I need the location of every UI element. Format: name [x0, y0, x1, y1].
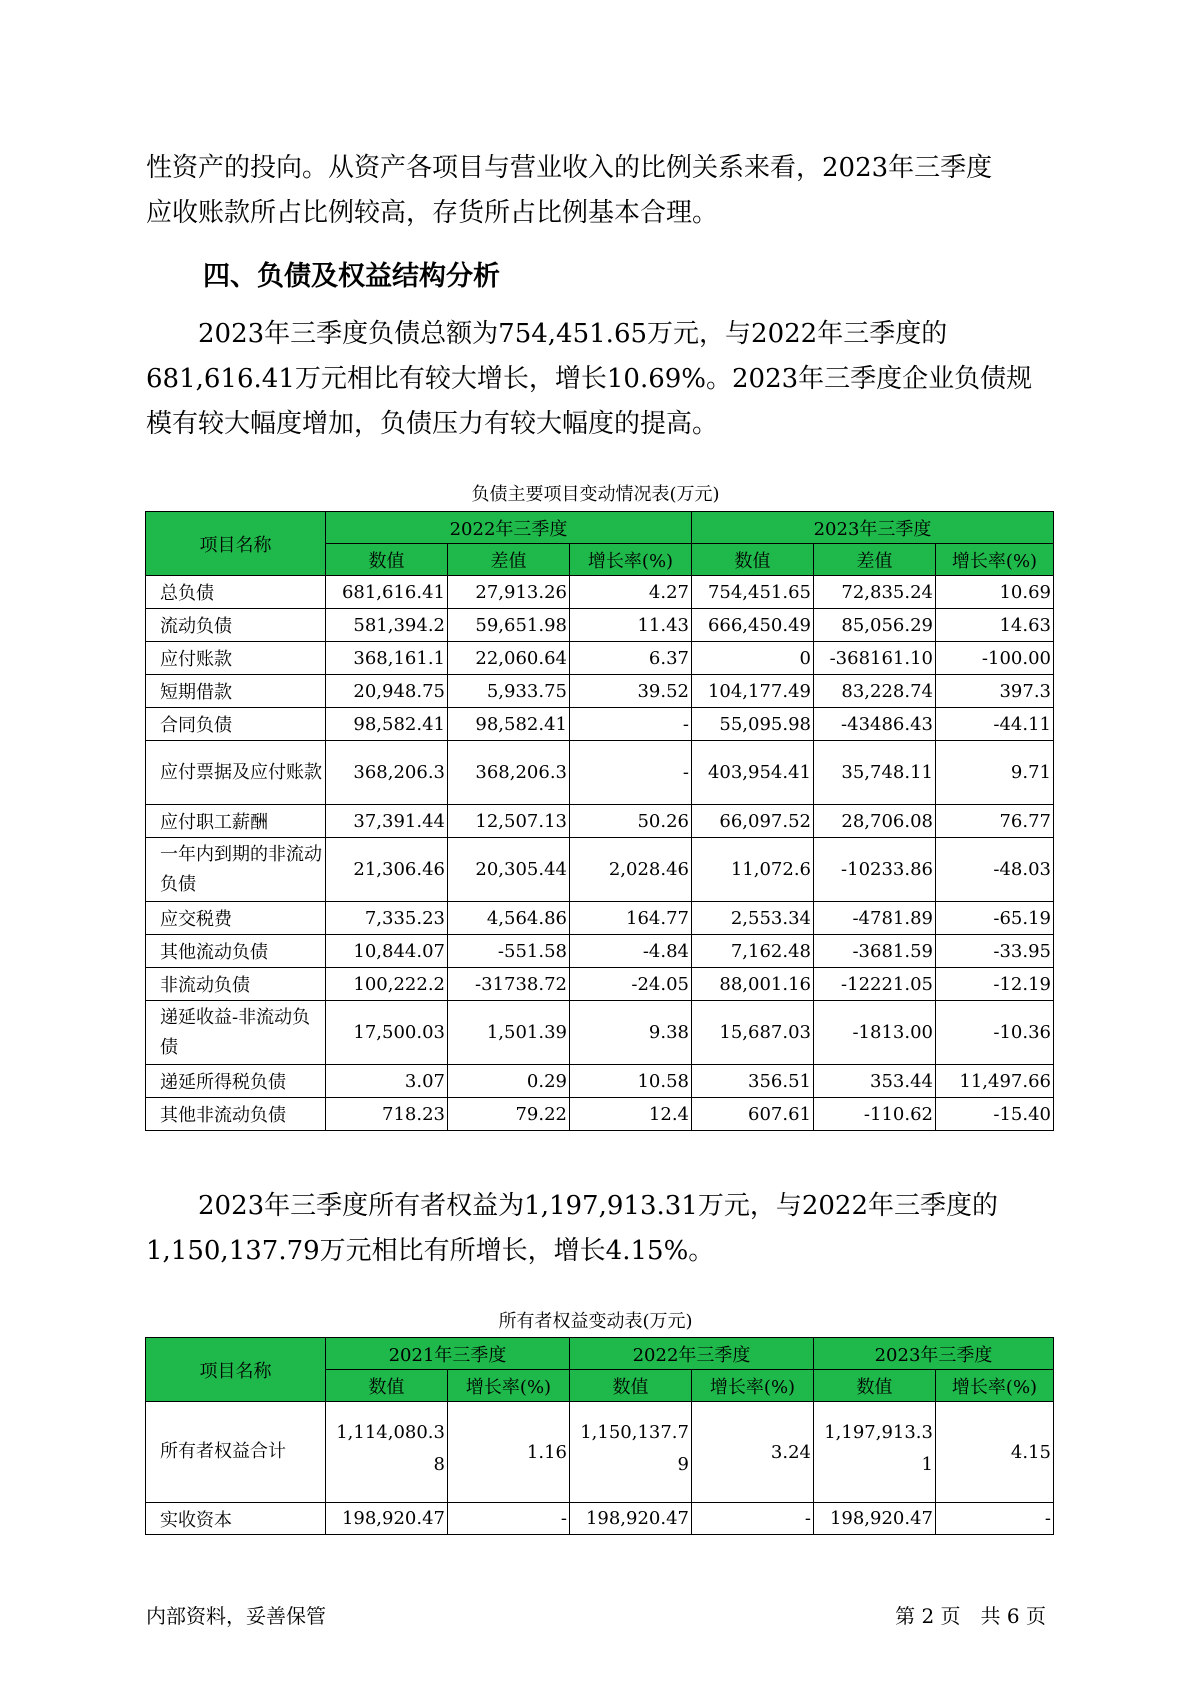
row-label: 应付票据及应付账款 — [146, 741, 326, 805]
row-label: 应付账款 — [146, 642, 326, 675]
cell-value: 104,177.49 — [692, 675, 814, 708]
cell-value: 353.44 — [814, 1065, 936, 1098]
cell-value: 10.69 — [936, 576, 1054, 609]
cell-value: 28,706.08 — [814, 805, 936, 838]
cell-value: -10233.86 — [814, 838, 936, 902]
table1-sub-diff-2023: 差值 — [814, 544, 936, 576]
row-label: 非流动负债 — [146, 968, 326, 1001]
cell-value: 4.15 — [936, 1402, 1054, 1503]
footer-confidential: 内部资料，妥善保管 — [146, 1604, 326, 1628]
cell-value: 1.16 — [448, 1402, 570, 1503]
table-row — [146, 805, 1054, 838]
row-label: 其他非流动负债 — [146, 1098, 326, 1131]
cell-value: -4.84 — [570, 935, 692, 968]
cell-value: 368,206.3 — [448, 741, 570, 805]
table1-header-row — [146, 512, 1054, 544]
cell-value: -1813.00 — [814, 1001, 936, 1065]
equity-paragraph — [146, 1184, 1046, 1274]
row-label: 应付职工薪酬 — [146, 805, 326, 838]
cell-value: 1,197,913.31 — [814, 1402, 936, 1503]
table-row — [146, 1065, 1054, 1098]
row-label: 递延所得税负债 — [146, 1065, 326, 1098]
equity-line-2: 1,150,137.79万元相比有所增长，增长4.15%。 — [146, 1236, 715, 1266]
cell-value: 356.51 — [692, 1065, 814, 1098]
cell-value: -3681.59 — [814, 935, 936, 968]
cell-value: 1,150,137.79 — [570, 1402, 692, 1503]
table1-sub-rate-2022: 增长率(%) — [570, 544, 692, 576]
cell-value: -44.11 — [936, 708, 1054, 741]
cell-value: 2,028.46 — [570, 838, 692, 902]
cell-value: 55,095.98 — [692, 708, 814, 741]
liability-line-2: 681,616.41万元相比有较大增长，增长10.69%。2023年三季度企业负债规 — [146, 364, 1033, 394]
cell-value: 12,507.13 — [448, 805, 570, 838]
table1-col-item: 项目名称 — [146, 512, 326, 576]
cell-value: - — [570, 741, 692, 805]
table2-sub-rate-2023: 增长率(%) — [936, 1370, 1054, 1402]
cell-value: 10,844.07 — [326, 935, 448, 968]
cell-value: 50.26 — [570, 805, 692, 838]
cell-value: 397.3 — [936, 675, 1054, 708]
cell-value: -15.40 — [936, 1098, 1054, 1131]
cell-value: 98,582.41 — [326, 708, 448, 741]
liability-paragraph — [146, 312, 1046, 447]
cell-value: -33.95 — [936, 935, 1054, 968]
cell-value: 6.37 — [570, 642, 692, 675]
table1-sub-rate-2023: 增长率(%) — [936, 544, 1054, 576]
cell-value: 607.61 — [692, 1098, 814, 1131]
cell-value: 0.29 — [448, 1065, 570, 1098]
row-label: 实收资本 — [146, 1503, 326, 1535]
cell-value: -110.62 — [814, 1098, 936, 1131]
table1-sub-value-2022: 数值 — [326, 544, 448, 576]
table1-sub-diff-2022: 差值 — [448, 544, 570, 576]
cell-value: 37,391.44 — [326, 805, 448, 838]
cell-value: 666,450.49 — [692, 609, 814, 642]
table1-sub-value-2023: 数值 — [692, 544, 814, 576]
cell-value: 76.77 — [936, 805, 1054, 838]
row-label: 其他流动负债 — [146, 935, 326, 968]
cell-value: 22,060.64 — [448, 642, 570, 675]
table-row — [146, 1001, 1054, 1065]
intro-line-1: 性资产的投向。从资产各项目与营业收入的比例关系来看，2023年三季度 — [146, 153, 993, 183]
table2-col-item: 项目名称 — [146, 1338, 326, 1402]
intro-paragraph — [146, 146, 1046, 236]
cell-value: 718.23 — [326, 1098, 448, 1131]
cell-value: 35,748.11 — [814, 741, 936, 805]
cell-value: 7,335.23 — [326, 902, 448, 935]
table-row — [146, 741, 1054, 805]
cell-value: 88,001.16 — [692, 968, 814, 1001]
table2-group-2021: 2021年三季度 — [326, 1338, 570, 1370]
cell-value: 3.07 — [326, 1065, 448, 1098]
intro-line-2: 应收账款所占比例较高，存货所占比例基本合理。 — [146, 198, 719, 228]
cell-value: 20,305.44 — [448, 838, 570, 902]
cell-value: -43486.43 — [814, 708, 936, 741]
cell-value: 11.43 — [570, 609, 692, 642]
cell-value: 198,920.47 — [814, 1503, 936, 1535]
equity-table — [145, 1337, 1054, 1535]
footer-page-number: 第 2 页 共 6 页 — [895, 1604, 1046, 1628]
table-row — [146, 708, 1054, 741]
cell-value: 21,306.46 — [326, 838, 448, 902]
table2-sub-rate-2021: 增长率(%) — [448, 1370, 570, 1402]
table2-sub-value-2021: 数值 — [326, 1370, 448, 1402]
table2-group-2023: 2023年三季度 — [814, 1338, 1054, 1370]
cell-value: 85,056.29 — [814, 609, 936, 642]
cell-value: 17,500.03 — [326, 1001, 448, 1065]
row-label: 一年内到期的非流动负债 — [146, 838, 326, 902]
cell-value: 3.24 — [692, 1402, 814, 1503]
row-label: 总负债 — [146, 576, 326, 609]
liability-line-3: 模有较大幅度增加，负债压力有较大幅度的提高。 — [146, 409, 719, 439]
cell-value: -551.58 — [448, 935, 570, 968]
table2-caption: 所有者权益变动表(万元) — [498, 1311, 693, 1332]
cell-value: 368,206.3 — [326, 741, 448, 805]
cell-value: 0 — [692, 642, 814, 675]
cell-value: 1,501.39 — [448, 1001, 570, 1065]
cell-value: 14.63 — [936, 609, 1054, 642]
cell-value: 66,097.52 — [692, 805, 814, 838]
row-label: 递延收益-非流动负债 — [146, 1001, 326, 1065]
cell-value: -31738.72 — [448, 968, 570, 1001]
table2-sub-value-2022: 数值 — [570, 1370, 692, 1402]
cell-value: -65.19 — [936, 902, 1054, 935]
cell-value: 9.71 — [936, 741, 1054, 805]
cell-value: -12.19 — [936, 968, 1054, 1001]
cell-value: 79.22 — [448, 1098, 570, 1131]
cell-value: 83,228.74 — [814, 675, 936, 708]
cell-value: 368,161.1 — [326, 642, 448, 675]
cell-value: 15,687.03 — [692, 1001, 814, 1065]
cell-value: 59,651.98 — [448, 609, 570, 642]
cell-value: 1,114,080.38 — [326, 1402, 448, 1503]
cell-value: 10.58 — [570, 1065, 692, 1098]
cell-value: 72,835.24 — [814, 576, 936, 609]
section-heading: 四、负债及权益结构分析 — [203, 261, 500, 292]
cell-value: -4781.89 — [814, 902, 936, 935]
cell-value: -12221.05 — [814, 968, 936, 1001]
liability-line-1: 2023年三季度负债总额为754,451.65万元，与2022年三季度的 — [146, 319, 948, 349]
cell-value: 581,394.2 — [326, 609, 448, 642]
table-row — [146, 935, 1054, 968]
cell-value: -10.36 — [936, 1001, 1054, 1065]
cell-value: 20,948.75 — [326, 675, 448, 708]
table2-header-row — [146, 1338, 1054, 1370]
cell-value: 9.38 — [570, 1001, 692, 1065]
table-row — [146, 675, 1054, 708]
equity-line-1: 2023年三季度所有者权益为1,197,913.31万元，与2022年三季度的 — [146, 1191, 999, 1221]
cell-value: 39.52 — [570, 675, 692, 708]
cell-value: - — [692, 1503, 814, 1535]
table-row — [146, 1098, 1054, 1131]
cell-value: 754,451.65 — [692, 576, 814, 609]
row-label: 所有者权益合计 — [146, 1402, 326, 1503]
cell-value: 681,616.41 — [326, 576, 448, 609]
cell-value: 164.77 — [570, 902, 692, 935]
cell-value: 5,933.75 — [448, 675, 570, 708]
table-row — [146, 642, 1054, 675]
table2-sub-rate-2022: 增长率(%) — [692, 1370, 814, 1402]
cell-value: 27,913.26 — [448, 576, 570, 609]
table1-group-2022: 2022年三季度 — [326, 512, 692, 544]
cell-value: -100.00 — [936, 642, 1054, 675]
cell-value: - — [936, 1503, 1054, 1535]
row-label: 应交税费 — [146, 902, 326, 935]
table-row — [146, 576, 1054, 609]
cell-value: 4,564.86 — [448, 902, 570, 935]
table2-sub-value-2023: 数值 — [814, 1370, 936, 1402]
table-row — [146, 902, 1054, 935]
cell-value: -48.03 — [936, 838, 1054, 902]
table-row — [146, 838, 1054, 902]
cell-value: 198,920.47 — [570, 1503, 692, 1535]
cell-value: 2,553.34 — [692, 902, 814, 935]
liability-table — [145, 511, 1054, 1131]
table-row — [146, 968, 1054, 1001]
cell-value: 403,954.41 — [692, 741, 814, 805]
cell-value: -24.05 — [570, 968, 692, 1001]
cell-value: - — [570, 708, 692, 741]
cell-value: - — [448, 1503, 570, 1535]
row-label: 流动负债 — [146, 609, 326, 642]
table1-group-2023: 2023年三季度 — [692, 512, 1054, 544]
row-label: 短期借款 — [146, 675, 326, 708]
cell-value: 198,920.47 — [326, 1503, 448, 1535]
table-row — [146, 1402, 1054, 1503]
cell-value: 11,497.66 — [936, 1065, 1054, 1098]
table-row — [146, 609, 1054, 642]
cell-value: 4.27 — [570, 576, 692, 609]
cell-value: -368161.10 — [814, 642, 936, 675]
table2-group-2022: 2022年三季度 — [570, 1338, 814, 1370]
cell-value: 98,582.41 — [448, 708, 570, 741]
cell-value: 7,162.48 — [692, 935, 814, 968]
cell-value: 100,222.2 — [326, 968, 448, 1001]
table-row — [146, 1503, 1054, 1535]
row-label: 合同负债 — [146, 708, 326, 741]
cell-value: 12.4 — [570, 1098, 692, 1131]
cell-value: 11,072.6 — [692, 838, 814, 902]
table1-caption: 负债主要项目变动情况表(万元) — [471, 484, 720, 505]
